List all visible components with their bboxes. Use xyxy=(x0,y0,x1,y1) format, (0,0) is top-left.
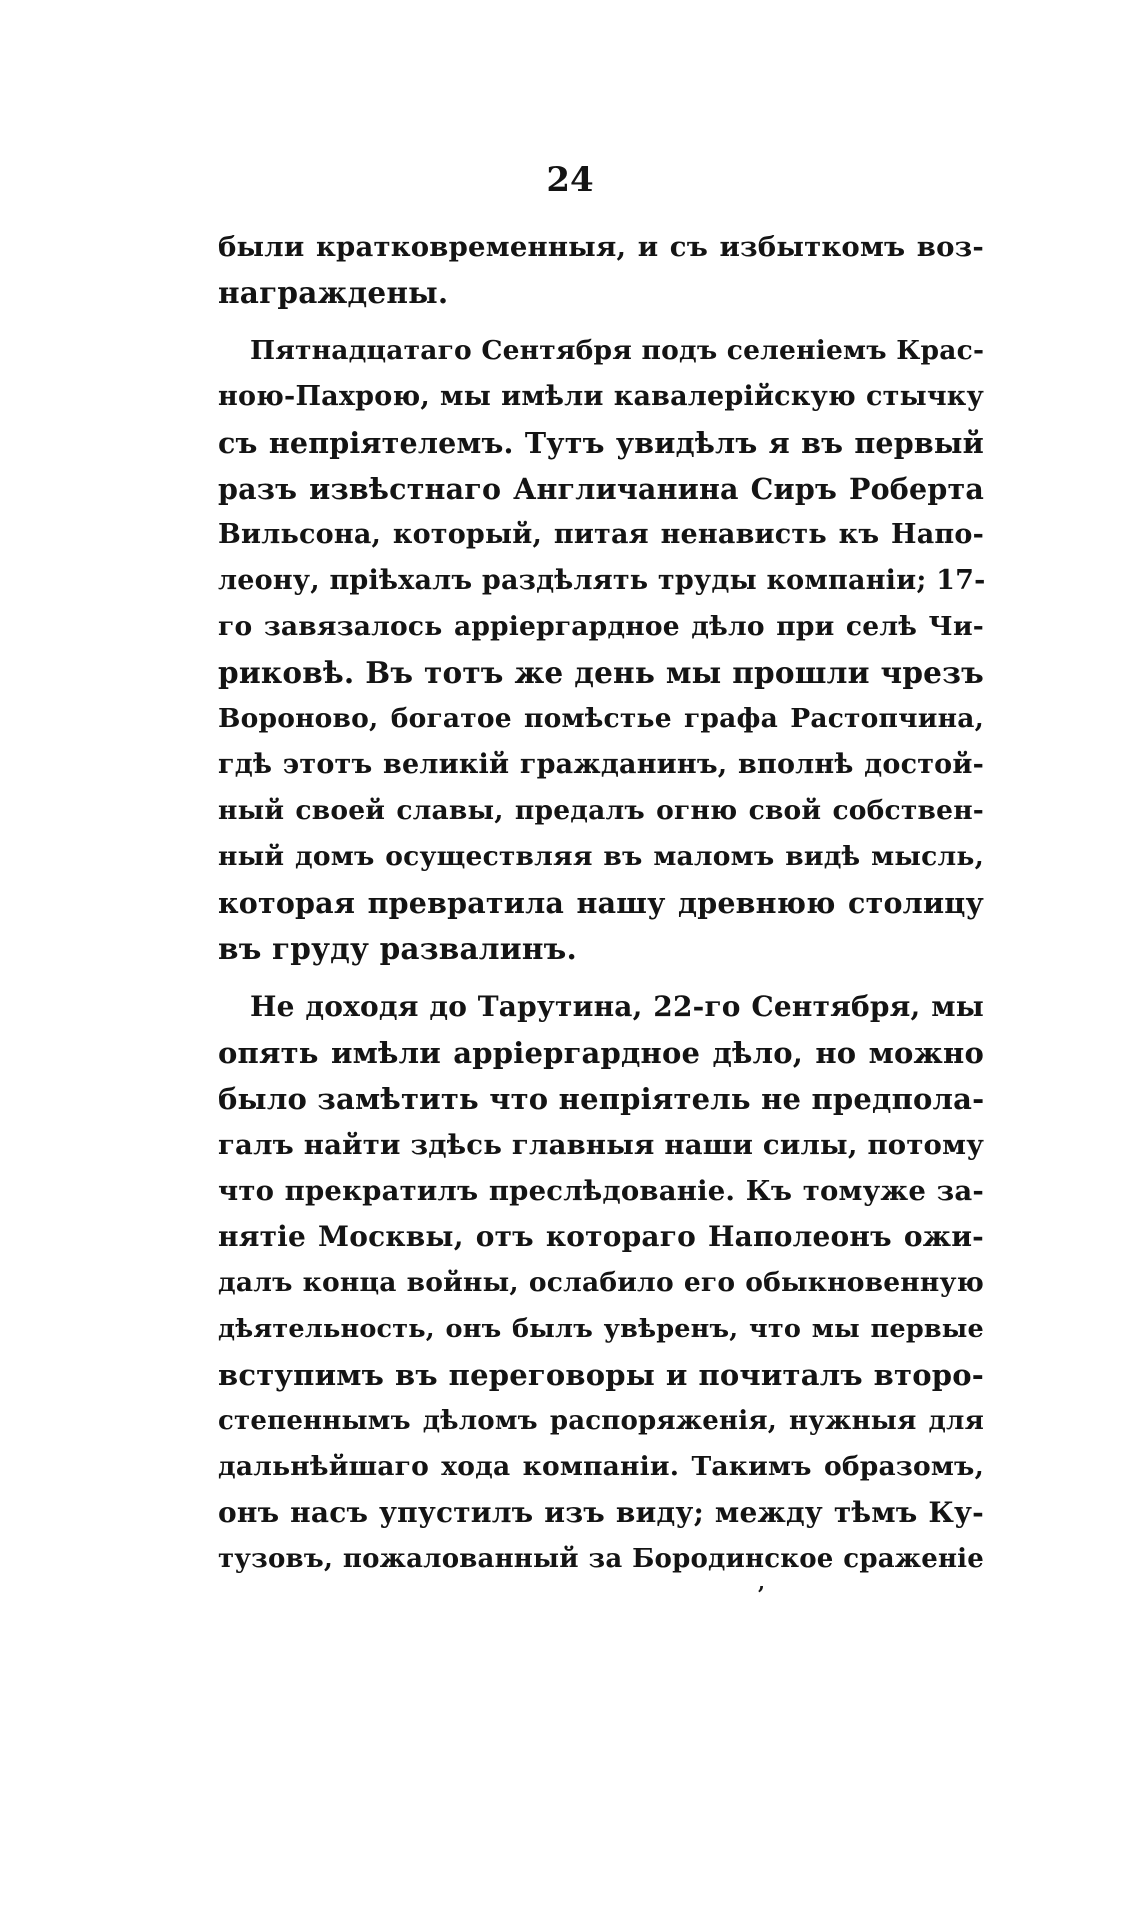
text-line: нятіе Москвы, отъ котораго Наполеонъ ожи- xyxy=(218,1220,984,1253)
text-line: онъ насъ упустилъ изъ виду; между тѣмъ Ку- xyxy=(218,1496,984,1529)
text-line: дѣятельность, онъ былъ увѣренъ, что мы первые xyxy=(218,1314,984,1344)
text-line: го завязалось арріергардное дѣло при селѣ Чи- xyxy=(218,611,984,642)
page-number: 24 xyxy=(546,160,594,200)
body-text xyxy=(218,224,984,1582)
text-line: ною-Пахрою, мы имѣли кавалерійскую стычку xyxy=(218,381,984,412)
text-line: награждены. xyxy=(218,275,449,310)
text-line: разъ извѣстнаго Англичанина Сиръ Роберта xyxy=(218,472,984,506)
text-line: Вильсона, который, питая ненависть къ Напо- xyxy=(218,519,984,550)
text-line: ный своей славы, предалъ огню свой собствен- xyxy=(218,795,984,826)
text-line: опять имѣли арріергардное дѣло, но можно xyxy=(218,1036,984,1070)
text-line: что прекратилъ преслѣдованіе. Къ томуже за- xyxy=(218,1175,984,1207)
text-line: вступимъ въ переговоры и почиталъ второ- xyxy=(218,1358,984,1392)
text-line: степеннымъ дѣломъ распоряженія, нужныя для xyxy=(218,1406,984,1436)
text-line: леону, пріѣхалъ раздѣлять труды компаніи; 17- xyxy=(218,565,986,596)
text-line: которая превратила нашу древнюю столицу xyxy=(218,886,984,920)
text-line: съ непріятелемъ. Тутъ увидѣлъ я въ первый xyxy=(218,426,984,460)
text-line: риковѣ. Въ тотъ же день мы прошли чрезъ xyxy=(218,655,984,690)
stray-ink-mark: , xyxy=(758,1570,765,1594)
text-line: были кратковременныя, и съ избыткомъ воз- xyxy=(218,231,984,263)
text-line: далъ конца войны, ослабило его обыкновенную xyxy=(218,1267,984,1298)
paragraph-gap xyxy=(218,972,984,984)
text-line: галъ найти здѣсь главныя наши силы, потому xyxy=(218,1129,984,1161)
text-line: Не доходя до Тарутина, 22-го Сентября, мы xyxy=(250,990,984,1023)
text-line: было замѣтить что непріятель не предпола- xyxy=(218,1082,985,1116)
paragraph-gap xyxy=(218,316,984,328)
text-line: тузовъ, пожалованный за Бородинское сраженіе xyxy=(218,1544,984,1574)
text-line: ный домъ осуществляя въ маломъ видѣ мысль, xyxy=(218,841,984,872)
text-line: Пятнадцатаго Сентября подъ селеніемъ Крас- xyxy=(250,335,985,366)
text-line: Вороново, богатое помѣстье графа Растопчина, xyxy=(218,703,984,734)
text-line: гдѣ этотъ великій гражданинъ, вполнѣ достой- xyxy=(218,749,984,780)
text-line: въ груду развалинъ. xyxy=(218,931,577,966)
text-line: дальнѣйшаго хода компаніи. Такимъ образомъ, xyxy=(218,1451,984,1482)
